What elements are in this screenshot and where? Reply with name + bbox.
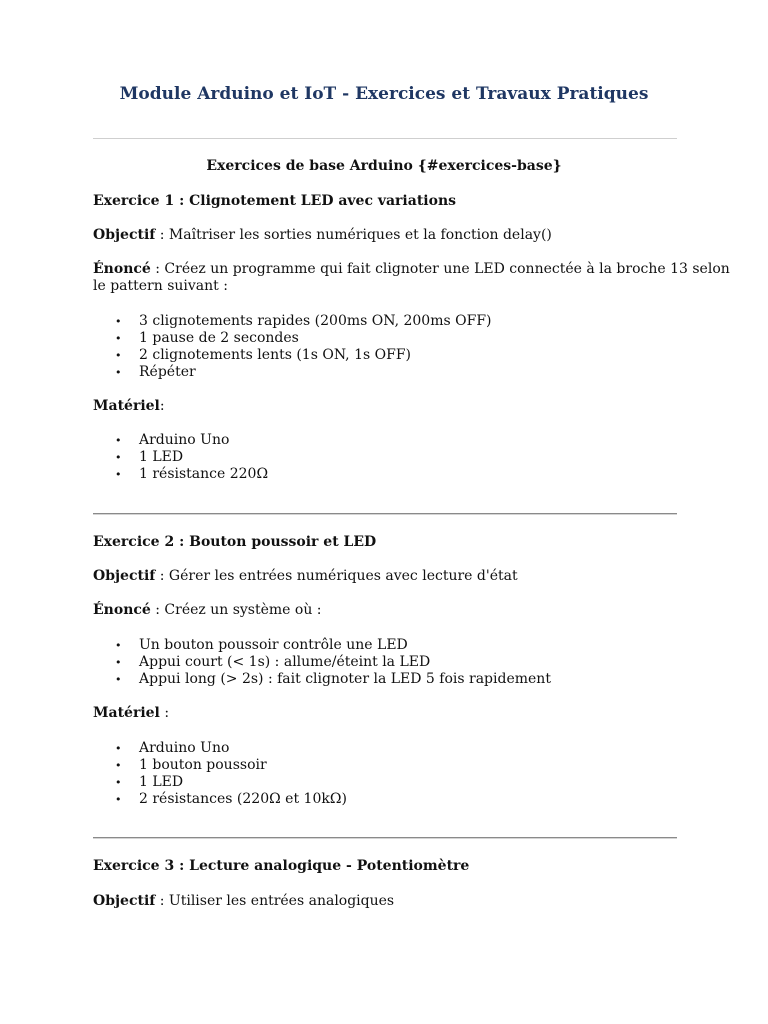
- enonce-text: : Créez un système où :: [150, 602, 322, 618]
- section-divider: [93, 837, 677, 839]
- list-item: • 1 LED: [0, 449, 268, 466]
- list-item: • Arduino Uno: [0, 740, 347, 757]
- exercise-3-heading: Exercice 3 : Lecture analogique - Potentiomètre: [93, 858, 470, 874]
- exercise-1-heading: Exercice 1 : Clignotement LED avec variations: [93, 193, 457, 209]
- section-heading: Exercices de base Arduino {#exercices-base}: [206, 158, 562, 174]
- enonce-text: : Créez un programme qui fait clignoter une LED connectée à la broche 13 selon: [150, 261, 730, 277]
- title-divider: [93, 138, 677, 139]
- list-item: • 1 résistance 220Ω: [0, 466, 268, 483]
- exercise-2-materiel: [93, 705, 693, 722]
- materiel-label: Matériel: [93, 705, 160, 721]
- objectif-label: Objectif: [93, 227, 156, 243]
- list-item: • 2 résistances (220Ω et 10kΩ): [0, 791, 347, 808]
- objectif-label: Objectif: [93, 893, 156, 909]
- exercise-2-enonce: [93, 602, 693, 619]
- materiel-suffix: :: [159, 705, 170, 721]
- objectif-label: Objectif: [93, 568, 156, 584]
- list-item: • 1 pause de 2 secondes: [0, 330, 492, 347]
- objectif-text: : Maîtriser les sorties numériques et la fonction delay(): [155, 227, 552, 243]
- list-item: • 2 clignotements lents (1s ON, 1s OFF): [0, 347, 492, 364]
- materiel-suffix: :: [159, 398, 165, 414]
- exercise-1-enonce-continued: le pattern suivant :: [93, 278, 228, 294]
- list-item: • 1 LED: [0, 774, 347, 791]
- exercise-2-enonce-list: [0, 637, 551, 688]
- list-item: • Arduino Uno: [0, 432, 268, 449]
- objectif-text: : Utiliser les entrées analogiques: [155, 893, 395, 909]
- materiel-label: Matériel: [93, 398, 160, 414]
- exercise-2-objectif: [93, 568, 693, 585]
- exercise-2-materiel-list: [0, 740, 347, 808]
- exercise-1-enonce-list: [0, 313, 492, 381]
- document-title: Module Arduino et IoT - Exercices et Travaux Pratiques: [119, 84, 649, 104]
- objectif-text: : Gérer les entrées numériques avec lecture d'état: [155, 568, 518, 584]
- section-divider: [93, 513, 677, 515]
- list-item: • Appui court (< 1s) : allume/éteint la LED: [0, 654, 551, 671]
- exercise-3-objectif: [93, 893, 693, 910]
- exercise-2-heading: Exercice 2 : Bouton poussoir et LED: [93, 534, 377, 550]
- exercise-1-materiel: [93, 398, 693, 415]
- exercise-1-materiel-list: [0, 432, 268, 483]
- list-item: • Appui long (> 2s) : fait clignoter la LED 5 fois rapidement: [0, 671, 551, 688]
- enonce-label: Énoncé: [93, 602, 151, 618]
- list-item: • 1 bouton poussoir: [0, 757, 347, 774]
- list-item: • Un bouton poussoir contrôle une LED: [0, 637, 551, 654]
- list-item: • Répéter: [0, 364, 492, 381]
- exercise-1-objectif: [93, 227, 693, 244]
- exercise-1-enonce: [93, 261, 730, 278]
- list-item: • 3 clignotements rapides (200ms ON, 200ms OFF): [0, 313, 492, 330]
- enonce-label: Énoncé: [93, 261, 151, 277]
